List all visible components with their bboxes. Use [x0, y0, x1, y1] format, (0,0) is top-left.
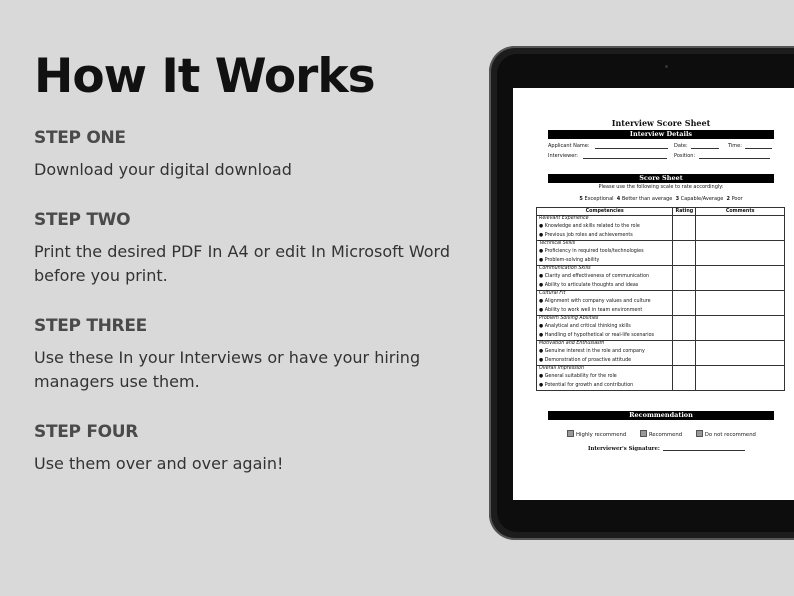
recommendation-header: Recommendation [548, 411, 774, 420]
score-sheet-header: Score Sheet [548, 174, 774, 183]
date-field[interactable] [691, 148, 719, 149]
step-text: Print the desired PDF In A4 or edit In Microsoft Word before you print. [34, 242, 450, 285]
criterion-item: ● Problem-solving ability [539, 258, 600, 263]
scale-label: Capable/Average [680, 196, 724, 202]
comments-cell[interactable] [696, 241, 785, 266]
rating-cell[interactable] [673, 266, 696, 291]
document-title: Interview Score Sheet [611, 118, 711, 128]
time-field[interactable] [745, 148, 772, 149]
camera-dot [665, 65, 668, 68]
column-header: Comments [696, 208, 785, 216]
criterion-item: ● Potential for growth and contribution [539, 383, 634, 388]
table-row [537, 291, 785, 316]
option-do-not-recommend[interactable]: Do not recommend [696, 432, 756, 438]
category-name: Motivation and Enthusiasm [539, 341, 605, 346]
instructions-panel [34, 48, 474, 504]
comments-cell[interactable] [696, 316, 785, 341]
time-label: Time: [728, 143, 742, 149]
criterion-item: ● Previous job roles and achievements [539, 233, 633, 238]
date-label: Date: [674, 143, 688, 149]
signature-row [588, 446, 745, 452]
recommendation-options [567, 430, 768, 438]
checkbox-icon[interactable] [567, 430, 574, 437]
competency-cell [537, 341, 673, 366]
tablet-screen [513, 88, 794, 500]
criterion-item: ● Analytical and critical thinking skills [539, 324, 631, 329]
criterion-item: ● Clarity and effectiveness of communication [539, 274, 650, 279]
step-heading: STEP TWO [34, 210, 131, 230]
position-field[interactable] [699, 158, 770, 159]
step-four [34, 422, 474, 476]
table-row [537, 341, 785, 366]
position-label: Position: [674, 153, 696, 159]
scale-num: 3 [675, 196, 680, 202]
criterion-item: ● Demonstration of proactive attitude [539, 358, 632, 363]
rating-cell[interactable] [673, 366, 696, 391]
page-title: How It Works [34, 49, 375, 104]
score-table [536, 207, 785, 391]
category-name: Problem Solving Abilities [539, 316, 599, 321]
table-row [537, 316, 785, 341]
step-two [34, 210, 474, 288]
category-name: Overall Impression [539, 366, 585, 371]
applicant-name-label: Applicant Name: [548, 143, 590, 149]
scale-num: 4 [616, 196, 621, 202]
table-header-row [537, 208, 785, 216]
criterion-item: ● General suitability for the role [539, 374, 617, 379]
competency-cell [537, 291, 673, 316]
option-highly-recommend[interactable]: Highly recommend [567, 432, 626, 438]
column-header: Rating [673, 208, 696, 216]
rating-cell[interactable] [673, 316, 696, 341]
category-name: Cultural Fit [539, 291, 566, 296]
scale-label: Poor [731, 196, 743, 202]
competency-cell [537, 241, 673, 266]
step-one [34, 128, 474, 182]
step-heading: STEP ONE [34, 128, 126, 148]
interviewer-field[interactable] [583, 158, 667, 159]
signature-field[interactable] [663, 450, 745, 451]
rating-scale [513, 196, 794, 202]
step-text: Use these In your Interviews or have your hiring managers use them. [34, 348, 421, 391]
column-header: Competencies [537, 208, 673, 216]
interview-details-header: Interview Details [548, 130, 774, 139]
table-row [537, 266, 785, 291]
step-heading: STEP THREE [34, 316, 147, 336]
applicant-name-field[interactable] [595, 148, 668, 149]
competency-cell [537, 366, 673, 391]
competency-cell [537, 316, 673, 341]
rating-cell[interactable] [673, 291, 696, 316]
comments-cell[interactable] [696, 291, 785, 316]
step-three [34, 316, 474, 394]
competency-cell [537, 216, 673, 241]
criterion-item: ● Knowledge and skills related to the role [539, 224, 640, 229]
signature-label: Interviewer's Signature: [588, 446, 660, 452]
category-name: Relevant Experience [539, 216, 589, 221]
criterion-item: ● Alignment with company values and culture [539, 299, 651, 304]
interviewer-label: Interviewer: [548, 153, 578, 159]
comments-cell[interactable] [696, 366, 785, 391]
comments-cell[interactable] [696, 341, 785, 366]
rating-cell[interactable] [673, 241, 696, 266]
criterion-item: ● Proficiency in required tools/technologies [539, 249, 644, 254]
category-name: Communication Skills [539, 266, 591, 271]
option-recommend[interactable]: Recommend [640, 432, 682, 438]
comments-cell[interactable] [696, 216, 785, 241]
competency-cell [537, 266, 673, 291]
criterion-item: ● Ability to articulate thoughts and ideas [539, 283, 639, 288]
criterion-item: ● Genuine interest in the role and company [539, 349, 645, 354]
criterion-item: ● Ability to work well in team environment [539, 308, 643, 313]
step-text: Use them over and over again! [34, 454, 284, 473]
step-text: Download your digital download [34, 160, 292, 179]
scale-label: Better than average [621, 196, 673, 202]
checkbox-icon[interactable] [696, 430, 703, 437]
checkbox-icon[interactable] [640, 430, 647, 437]
table-row [537, 216, 785, 241]
table-row [537, 366, 785, 391]
scale-num: 5 [579, 196, 583, 202]
rating-cell[interactable] [673, 341, 696, 366]
scale-label: Exceptional [584, 196, 614, 202]
scale-instruction: Please use the following scale to rate accordingly: [598, 184, 724, 190]
scale-num: 2 [726, 196, 730, 202]
table-row [537, 241, 785, 266]
rating-cell[interactable] [673, 216, 696, 241]
comments-cell[interactable] [696, 266, 785, 291]
category-name: Technical Skills [539, 241, 576, 246]
criterion-item: ● Handling of hypothetical or real-life scenarios [539, 333, 655, 338]
step-heading: STEP FOUR [34, 422, 139, 442]
